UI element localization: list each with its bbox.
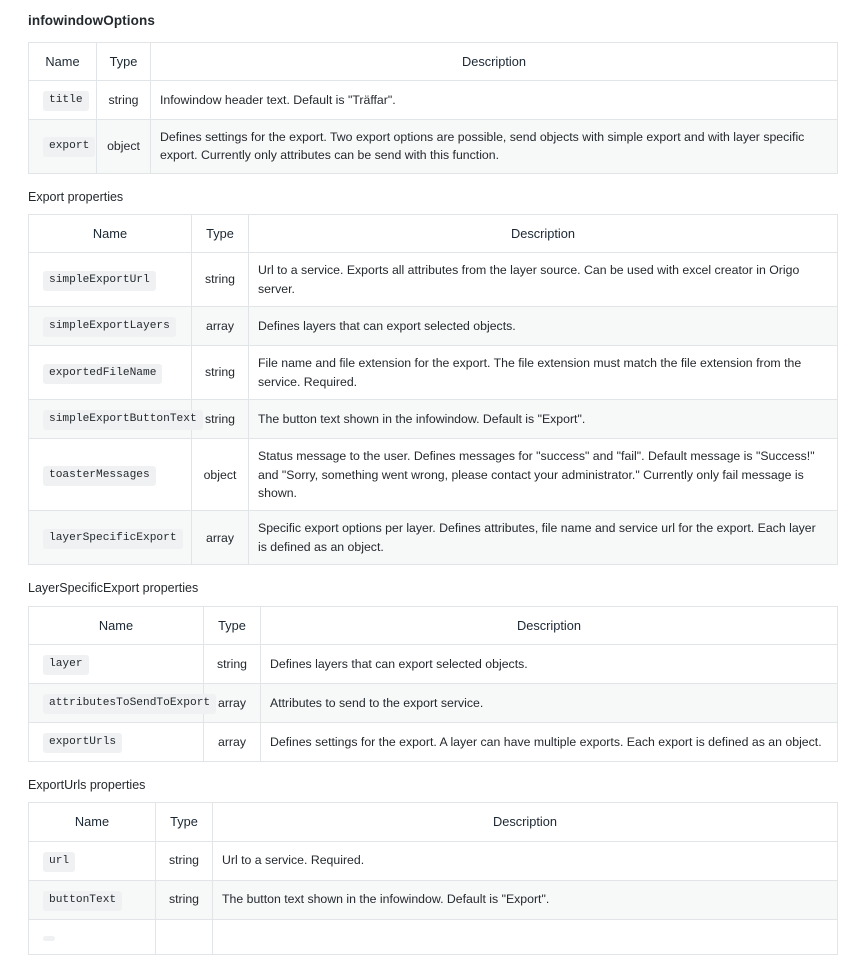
property-name-code: simpleExportButtonText [43, 410, 203, 430]
property-description-cell: Url to a service. Exports all attributes from the layer source. Can be used with excel creator in Origo server. [249, 253, 838, 307]
property-description-cell: Url to a service. Required. [213, 841, 838, 880]
property-type-cell: object [192, 439, 249, 511]
property-name-cell [29, 644, 204, 683]
table-row [29, 722, 838, 761]
section-heading-export: Export properties [28, 189, 124, 204]
property-name-code: simpleExportLayers [43, 317, 176, 337]
layer-specific-export-properties-table [28, 606, 838, 763]
property-description-cell: Defines settings for the export. A layer can have multiple exports. Each export is defined as an object. [261, 722, 838, 761]
property-description-cell: Defines layers that can export selected objects. [261, 644, 838, 683]
column-header-name: Name [29, 214, 192, 252]
property-name-code: simpleExportUrl [43, 271, 156, 291]
property-name-cell [29, 119, 97, 173]
table-header-row [29, 214, 838, 252]
property-description-cell: Specific export options per layer. Defines attributes, file name and service url for the export. Each layer is defined as an object. [249, 511, 838, 565]
property-name-code: url [43, 852, 75, 872]
property-description-cell: Status message to the user. Defines messages for "success" and "fail". Default message is "Success!" and "Sorry, something went wrong, please contact your administrator." Currently only fail message is shown. [249, 439, 838, 511]
table-row [29, 439, 838, 511]
table-header-row [29, 606, 838, 644]
table-row [29, 683, 838, 722]
property-description-cell: Defines settings for the export. Two export options are possible, send objects with simple export and with layer specific export. Currently only attributes can be send with this function. [151, 119, 838, 173]
property-name-code [43, 936, 55, 941]
property-description-cell: The button text shown in the infowindow. Default is "Export". [213, 880, 838, 919]
table-row [29, 346, 838, 400]
property-type-cell: string [156, 880, 213, 919]
property-name-code: title [43, 91, 89, 111]
property-name-cell [29, 511, 192, 565]
table-header-row [29, 42, 838, 80]
property-name-cell [29, 346, 192, 400]
property-name-cell [29, 722, 204, 761]
table-row [29, 880, 838, 919]
property-name-code: buttonText [43, 891, 122, 911]
column-header-name: Name [29, 606, 204, 644]
property-type-cell [156, 919, 213, 954]
table-row [29, 119, 838, 173]
property-name-cell [29, 683, 211, 722]
property-type-cell: string [192, 346, 249, 400]
table-row [29, 400, 838, 439]
section-heading-layer-specific-export: LayerSpecificExport properties [28, 581, 199, 596]
property-name-cell [29, 307, 192, 346]
column-header-description: Description [213, 803, 838, 841]
column-header-description: Description [249, 214, 838, 252]
table-header-row [29, 803, 838, 841]
export-properties-table [28, 214, 838, 565]
property-name-code: layer [43, 655, 89, 675]
table-row [29, 644, 838, 683]
property-name-code: exportedFileName [43, 364, 162, 384]
column-header-name: Name [29, 42, 97, 80]
table-row [29, 919, 838, 954]
property-description-cell [213, 919, 838, 954]
property-type-cell: array [192, 307, 249, 346]
column-header-type: Type [97, 42, 151, 80]
property-name-code: layerSpecificExport [43, 529, 183, 549]
table-row [29, 80, 838, 119]
property-name-cell [29, 400, 197, 439]
property-description-cell: Defines layers that can export selected objects. [249, 307, 838, 346]
property-description-cell: File name and file extension for the export. The file extension must match the file extension from the service. Required. [249, 346, 838, 400]
property-description-cell: Infowindow header text. Default is "Träffar". [151, 80, 838, 119]
infowindow-options-table [28, 42, 838, 174]
column-header-name: Name [29, 803, 156, 841]
property-name-cell [29, 439, 192, 511]
section-heading-export-urls: ExportUrls properties [28, 778, 146, 793]
property-type-cell: string [97, 80, 151, 119]
property-description-cell: Attributes to send to the export service. [261, 683, 838, 722]
property-type-cell: string [156, 841, 213, 880]
property-name-cell [29, 841, 156, 880]
property-type-cell: string [192, 400, 249, 439]
property-type-cell: string [192, 253, 249, 307]
property-name-code: exportUrls [43, 733, 122, 753]
property-name-code: attributesToSendToExport [43, 694, 216, 714]
column-header-description: Description [261, 606, 838, 644]
property-name-cell [29, 919, 156, 954]
property-name-cell [29, 253, 192, 307]
page-title: infowindowOptions [28, 13, 155, 28]
table-row [29, 253, 838, 307]
column-header-type: Type [192, 214, 249, 252]
property-type-cell: array [204, 722, 261, 761]
property-name-cell [29, 80, 97, 119]
property-name-code: export [43, 137, 95, 157]
table-row [29, 841, 838, 880]
column-header-description: Description [151, 42, 838, 80]
column-header-type: Type [156, 803, 213, 841]
property-name-cell [29, 880, 156, 919]
table-row [29, 307, 838, 346]
property-description-cell: The button text shown in the infowindow. Default is "Export". [249, 400, 838, 439]
column-header-type: Type [204, 606, 261, 644]
table-row [29, 511, 838, 565]
property-type-cell: string [204, 644, 261, 683]
property-type-cell: array [192, 511, 249, 565]
property-type-cell: array [204, 683, 261, 722]
export-urls-properties-table [28, 802, 838, 955]
property-name-code: toasterMessages [43, 466, 156, 486]
property-type-cell: object [97, 119, 151, 173]
